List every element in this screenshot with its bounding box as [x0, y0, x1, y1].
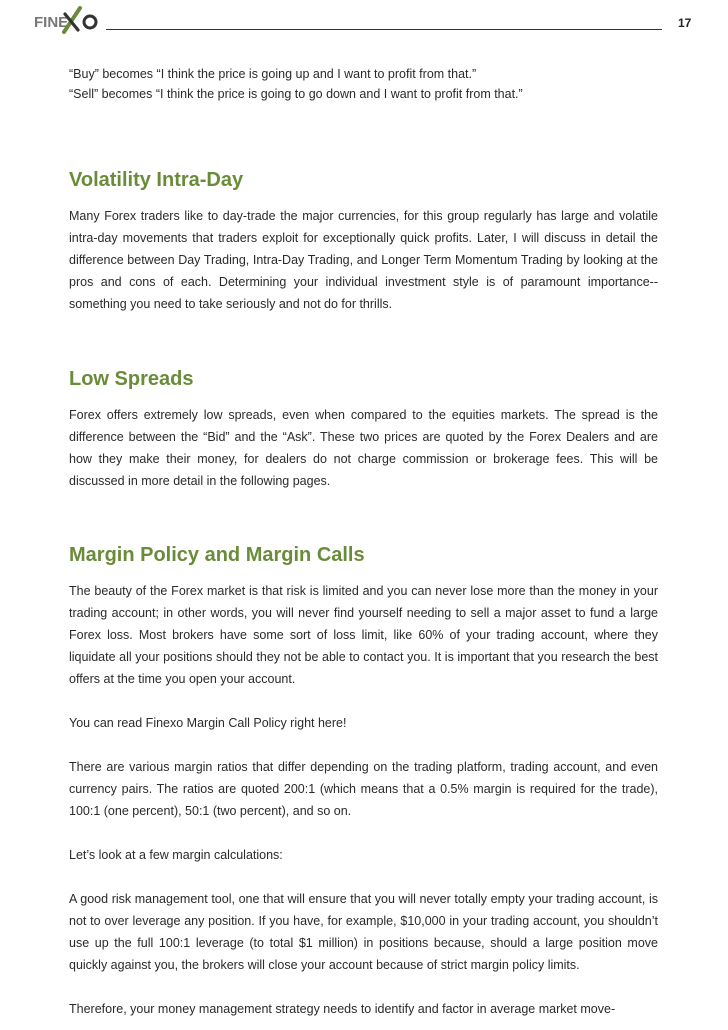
page-number: 17 — [678, 16, 692, 30]
intro-block — [69, 64, 658, 104]
paragraph: Forex offers extremely low spreads, even when compared to the equities markets. The spread is the difference between the “Bid” and the “Ask”. These two prices are quoted by the Forex Dealers and are how they make their money, for dealers do not charge commission or brokerage fees. This will be discussed in more detail in the following pages. — [69, 408, 658, 488]
section-low-spreads — [69, 366, 658, 492]
finexo-logo-mark — [34, 6, 104, 34]
paragraph: Let’s look at a few margin calculations: — [69, 848, 283, 862]
page-content — [69, 64, 658, 1016]
paragraph-margin-call-link: You can read Finexo Margin Call Policy right here! — [69, 716, 347, 730]
page-header — [0, 0, 728, 40]
svg-text:FINE: FINE — [34, 14, 69, 31]
finexo-logo — [34, 6, 104, 34]
header-rule — [106, 29, 662, 30]
section-margin-policy — [69, 542, 658, 1020]
section-heading: Low Spreads — [69, 368, 194, 390]
section-heading: Margin Policy and Margin Calls — [69, 544, 365, 566]
section-heading: Volatility Intra-Day — [69, 169, 244, 191]
intro-line-buy: “Buy” becomes “I think the price is going up and I want to profit from that.” — [69, 67, 477, 81]
intro-line-sell: “Sell” becomes “I think the price is going to go down and I want to profit from that.” — [69, 87, 523, 101]
paragraph: There are various margin ratios that differ depending on the trading platform, trading account, and even currency pairs. The ratios are quoted 200:1 (which means that a 0.5% margin is required for the trade), 100:1 (one percent), 50:1 (two percent), and so on. — [69, 760, 658, 818]
paragraph: Many Forex traders like to day-trade the major currencies, for this group regularly has large and volatile intra-day movements that traders exploit for exceptionally quick profits. Later, I will discuss in detail the difference between Day Trading, Intra-Day Trading, and Longer Term Momentum Trading by looking at the pros and cons of each. Determining your individual investment style is of paramount importance--something you need to take seriously and not do for thrills. — [69, 209, 658, 311]
paragraph: A good risk management tool, one that will ensure that you will never totally empty your trading account, is not to over leverage any position. If you have, for example, $10,000 in your trading account, you shouldn’t use up the full 100:1 leverage (to total $1 million) in positions because, should a large position move quickly against you, the brokers will close your account because of strict margin policy limits. — [69, 892, 658, 972]
paragraph: The beauty of the Forex market is that risk is limited and you can never lose more than the money in your trading account; in other words, you will never find yourself needing to sell a major asset to fund a large Forex loss. Most brokers have some sort of loss limit, like 60% of your trading account, where they liquidate all your positions should they not be able to contact you. It is important that you research the best offers at the time you open your account. — [69, 584, 658, 686]
section-volatility — [69, 167, 658, 315]
paragraph: Therefore, your money management strategy needs to identify and factor in average market move- — [69, 1002, 616, 1016]
